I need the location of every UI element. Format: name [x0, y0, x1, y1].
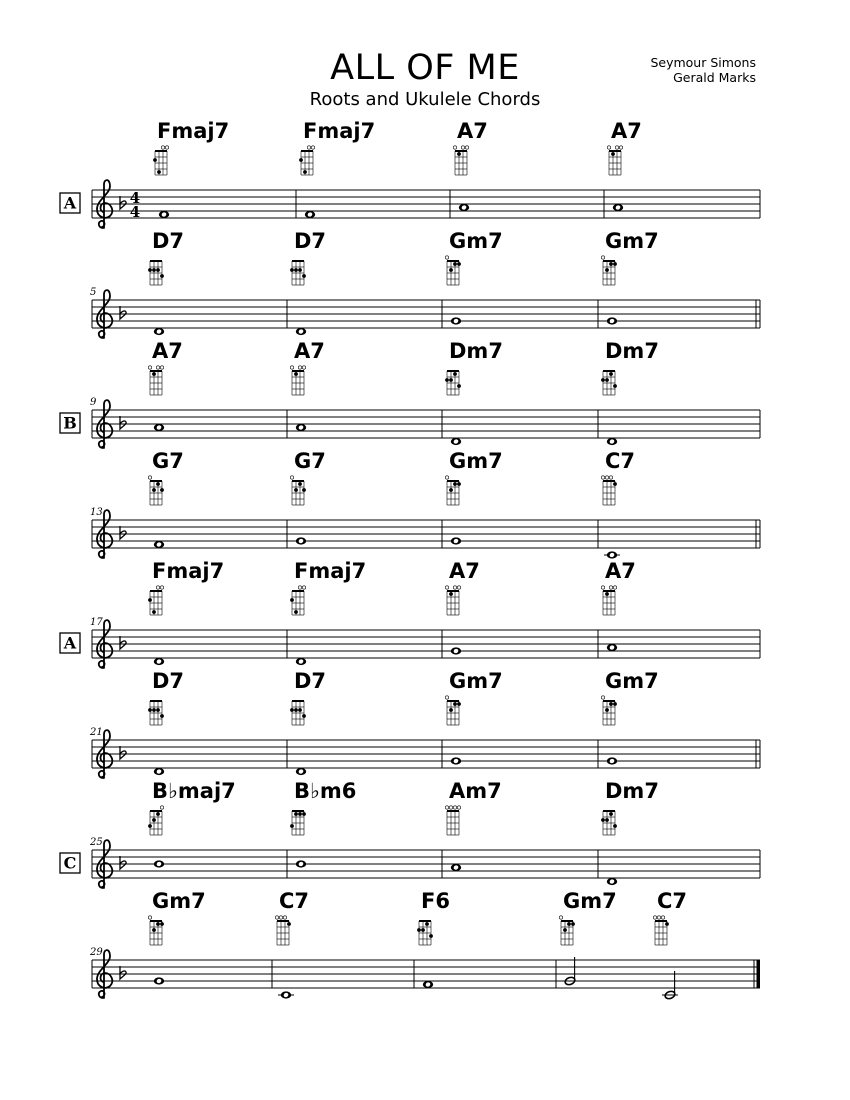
open-string-marker — [615, 146, 618, 149]
key-signature-flat-icon — [120, 306, 126, 319]
open-string-marker — [161, 146, 164, 149]
key-signature-flat-icon — [120, 526, 126, 539]
chord-symbol: Gm7 — [605, 229, 659, 253]
open-string-marker — [609, 476, 612, 479]
whole-note — [607, 317, 617, 324]
finger-dot — [613, 702, 617, 706]
ukulele-chord-diagram — [153, 146, 169, 175]
finger-dot — [298, 812, 302, 816]
ukulele-chord-diagram — [607, 146, 622, 175]
rehearsal-mark — [60, 633, 80, 653]
finger-dot — [457, 262, 461, 266]
finger-dot — [294, 610, 298, 614]
measure-number: 21 — [90, 727, 103, 738]
ukulele-chord-diagram — [148, 916, 164, 945]
finger-dot — [294, 268, 298, 272]
chord-symbol: C7 — [657, 889, 688, 913]
chord-symbol: Gm7 — [152, 889, 206, 913]
half-note — [564, 957, 576, 986]
whole-note — [451, 864, 461, 871]
chord-symbol: G7 — [294, 449, 326, 473]
key-signature-flat-icon — [120, 966, 126, 979]
open-string-marker — [457, 806, 460, 809]
whole-note — [305, 211, 315, 218]
open-string-marker — [307, 146, 310, 149]
whole-note — [154, 768, 164, 775]
finger-dot — [571, 922, 575, 926]
finger-dot — [449, 268, 453, 272]
ukulele-chord-diagram — [148, 476, 164, 505]
open-string-marker — [445, 256, 448, 259]
ukulele-chord-diagram — [290, 701, 306, 725]
open-string-marker — [445, 696, 448, 699]
finger-dot — [298, 708, 302, 712]
finger-dot — [609, 702, 613, 706]
measure-number: 17 — [90, 617, 103, 628]
finger-dot — [457, 152, 461, 156]
finger-dot — [429, 934, 433, 938]
whole-note — [451, 757, 461, 764]
final-barline — [757, 960, 761, 988]
chord-symbol: Gm7 — [563, 889, 617, 913]
open-string-marker — [298, 366, 301, 369]
whole-note — [607, 644, 617, 651]
chord-symbol: A7 — [294, 339, 325, 363]
finger-dot — [160, 714, 164, 718]
ukulele-chord-diagram — [445, 256, 461, 285]
staff-system — [60, 559, 760, 668]
ukulele-chord-diagram — [453, 146, 468, 175]
finger-dot — [613, 384, 617, 388]
whole-note — [296, 658, 306, 665]
open-string-marker — [148, 366, 151, 369]
open-string-marker — [601, 256, 604, 259]
finger-dot — [605, 378, 609, 382]
whole-note — [296, 328, 306, 335]
open-string-marker — [156, 586, 159, 589]
open-string-marker — [302, 366, 305, 369]
chord-symbol: G7 — [152, 449, 184, 473]
key-signature-flat-icon — [120, 416, 126, 429]
finger-dot — [148, 268, 152, 272]
finger-dot — [148, 824, 152, 828]
finger-dot — [457, 384, 461, 388]
rehearsal-mark-label: A — [63, 193, 77, 213]
staff-system — [90, 229, 760, 338]
ukulele-chord-diagram — [290, 586, 306, 615]
chord-symbol: Gm7 — [449, 449, 503, 473]
finger-dot — [605, 818, 609, 822]
finger-dot — [449, 488, 453, 492]
finger-dot — [290, 598, 294, 602]
open-string-marker — [613, 586, 616, 589]
finger-dot — [417, 928, 421, 932]
open-string-marker — [290, 476, 293, 479]
finger-dot — [294, 372, 298, 376]
ukulele-chord-diagram — [148, 586, 164, 615]
finger-dot — [613, 482, 617, 486]
ukulele-chord-diagram — [601, 586, 616, 615]
whole-note — [451, 647, 461, 654]
whole-note — [154, 977, 164, 984]
open-string-marker — [465, 146, 468, 149]
whole-note — [281, 991, 291, 998]
finger-dot — [611, 152, 615, 156]
open-string-marker — [290, 366, 293, 369]
treble-clef-icon — [97, 400, 112, 448]
open-string-marker — [275, 916, 278, 919]
rehearsal-mark — [60, 853, 80, 873]
finger-dot — [453, 482, 457, 486]
finger-dot — [156, 812, 160, 816]
finger-dot — [665, 922, 669, 926]
chord-symbol: D7 — [152, 229, 185, 253]
ukulele-chord-diagram — [445, 476, 461, 505]
finger-dot — [563, 928, 567, 932]
whole-note — [154, 424, 164, 431]
chord-symbol: Dm7 — [605, 339, 659, 363]
open-string-marker — [607, 146, 610, 149]
ukulele-chord-diagram — [290, 261, 306, 285]
chord-symbol: D7 — [152, 669, 185, 693]
chord-symbol: Gm7 — [449, 229, 503, 253]
finger-dot — [298, 268, 302, 272]
ukulele-chord-diagram — [290, 476, 306, 505]
rehearsal-mark — [60, 413, 80, 433]
ukulele-chord-diagram — [559, 916, 575, 945]
finger-dot — [299, 158, 303, 162]
ukulele-chord-diagram — [601, 811, 617, 835]
open-string-marker — [160, 806, 163, 809]
finger-dot — [605, 268, 609, 272]
open-string-marker — [657, 916, 660, 919]
chord-symbol: Fmaj7 — [303, 119, 376, 143]
open-string-marker — [661, 916, 664, 919]
finger-dot — [302, 812, 306, 816]
key-signature-flat-icon — [120, 196, 126, 209]
whole-note — [296, 537, 306, 544]
open-string-marker — [601, 476, 604, 479]
whole-note — [296, 424, 306, 431]
chord-symbol: C7 — [605, 449, 636, 473]
open-string-marker — [445, 586, 448, 589]
open-string-marker — [445, 806, 448, 809]
open-string-marker — [559, 916, 562, 919]
ukulele-chord-diagram — [299, 146, 315, 175]
whole-note — [459, 204, 469, 211]
finger-dot — [152, 818, 156, 822]
rehearsal-mark-label: C — [63, 853, 77, 873]
finger-dot — [453, 372, 457, 376]
finger-dot — [609, 812, 613, 816]
ukulele-chord-diagram — [601, 476, 617, 505]
chord-symbol: A7 — [611, 119, 642, 143]
ukulele-chord-diagram — [601, 696, 617, 725]
finger-dot — [425, 922, 429, 926]
finger-dot — [298, 482, 302, 486]
open-string-marker — [160, 366, 163, 369]
key-signature-flat-icon — [120, 636, 126, 649]
finger-dot — [156, 482, 160, 486]
staff-system — [60, 119, 760, 228]
open-string-marker — [653, 916, 656, 919]
whole-note — [154, 860, 164, 867]
chord-symbol: Gm7 — [605, 669, 659, 693]
ukulele-chord-diagram — [601, 256, 617, 285]
staff-system — [89, 669, 760, 778]
whole-note — [154, 658, 164, 665]
chord-symbol: Fmaj7 — [294, 559, 367, 583]
ukulele-chord-diagram — [601, 371, 617, 395]
finger-dot — [160, 488, 164, 492]
ukulele-chord-diagram — [275, 916, 291, 945]
whole-note — [296, 768, 306, 775]
open-string-marker — [601, 586, 604, 589]
whole-note — [154, 328, 164, 335]
finger-dot — [605, 592, 609, 596]
finger-dot — [421, 928, 425, 932]
whole-note — [607, 551, 617, 558]
page-subtitle: Roots and Ukulele Chords — [309, 89, 541, 110]
open-string-marker — [453, 806, 456, 809]
chord-symbol: Am7 — [449, 779, 502, 803]
open-string-marker — [461, 146, 464, 149]
ukulele-chord-diagram — [445, 371, 461, 395]
open-string-marker — [453, 146, 456, 149]
finger-dot — [290, 824, 294, 828]
open-string-marker — [619, 146, 622, 149]
chord-symbol: A7 — [449, 559, 480, 583]
finger-dot — [303, 170, 307, 174]
treble-clef-icon — [97, 180, 112, 228]
open-string-marker — [601, 696, 604, 699]
open-string-marker — [160, 586, 163, 589]
finger-dot — [453, 262, 457, 266]
finger-dot — [453, 702, 457, 706]
measure-number: 13 — [90, 507, 103, 518]
measure-number: 9 — [90, 397, 97, 408]
chord-symbol: Dm7 — [605, 779, 659, 803]
chord-symbol: A7 — [605, 559, 636, 583]
finger-dot — [152, 372, 156, 376]
whole-note — [296, 860, 306, 867]
finger-dot — [567, 922, 571, 926]
finger-dot — [457, 702, 461, 706]
whole-note — [154, 541, 164, 548]
open-string-marker — [457, 586, 460, 589]
chord-symbol: B♭m6 — [294, 779, 357, 803]
open-string-marker — [449, 806, 452, 809]
finger-dot — [152, 268, 156, 272]
finger-dot — [605, 708, 609, 712]
finger-dot — [601, 818, 605, 822]
whole-note — [607, 438, 617, 445]
finger-dot — [148, 598, 152, 602]
time-signature-top: 4 — [129, 189, 141, 207]
composer-name: Seymour Simons — [650, 55, 756, 70]
open-string-marker — [302, 586, 305, 589]
open-string-marker — [311, 146, 314, 149]
finger-dot — [613, 824, 617, 828]
open-string-marker — [283, 916, 286, 919]
whole-note — [159, 211, 169, 218]
finger-dot — [153, 158, 157, 162]
finger-dot — [294, 708, 298, 712]
finger-dot — [449, 592, 453, 596]
chord-symbol: B♭maj7 — [152, 779, 236, 803]
chord-symbol: Fmaj7 — [157, 119, 230, 143]
ukulele-chord-diagram — [148, 701, 164, 725]
chord-symbol: Dm7 — [449, 339, 503, 363]
ukulele-chord-diagram — [148, 806, 164, 835]
staff-system — [60, 779, 760, 888]
finger-dot — [287, 922, 291, 926]
open-string-marker — [156, 366, 159, 369]
whole-note — [451, 438, 461, 445]
finger-dot — [445, 378, 449, 382]
whole-note — [451, 537, 461, 544]
finger-dot — [157, 170, 161, 174]
treble-clef-icon — [97, 290, 112, 338]
time-signature-bottom: 4 — [129, 203, 141, 221]
finger-dot — [156, 708, 160, 712]
finger-dot — [152, 708, 156, 712]
finger-dot — [156, 268, 160, 272]
chord-symbol: A7 — [152, 339, 183, 363]
open-string-marker — [453, 586, 456, 589]
key-signature-flat-icon — [120, 746, 126, 759]
half-note — [664, 971, 676, 1000]
finger-dot — [449, 378, 453, 382]
finger-dot — [294, 812, 298, 816]
ukulele-chord-diagram — [148, 366, 163, 395]
staff-system — [60, 339, 760, 448]
finger-dot — [609, 372, 613, 376]
finger-dot — [294, 488, 298, 492]
staff-system — [90, 449, 760, 559]
whole-note — [423, 981, 433, 988]
finger-dot — [152, 928, 156, 932]
chord-symbol: D7 — [294, 669, 327, 693]
finger-dot — [302, 274, 306, 278]
open-string-marker — [148, 916, 151, 919]
open-string-marker — [165, 146, 168, 149]
open-string-marker — [148, 476, 151, 479]
finger-dot — [156, 922, 160, 926]
open-string-marker — [298, 586, 301, 589]
chord-symbol: C7 — [279, 889, 310, 913]
ukulele-chord-diagram — [653, 916, 669, 945]
finger-dot — [449, 708, 453, 712]
finger-dot — [302, 714, 306, 718]
whole-note — [607, 757, 617, 764]
composer-name: Gerald Marks — [673, 70, 756, 85]
finger-dot — [152, 488, 156, 492]
ukulele-chord-diagram — [417, 921, 433, 945]
finger-dot — [152, 610, 156, 614]
staff-system — [89, 889, 760, 1000]
key-signature-flat-icon — [120, 856, 126, 869]
finger-dot — [302, 488, 306, 492]
ukulele-chord-diagram — [148, 261, 164, 285]
rehearsal-mark-label: B — [63, 413, 77, 433]
finger-dot — [609, 262, 613, 266]
finger-dot — [601, 378, 605, 382]
chord-symbol: D7 — [294, 229, 327, 253]
ukulele-chord-diagram — [290, 366, 305, 395]
finger-dot — [290, 268, 294, 272]
whole-note — [613, 204, 623, 211]
rehearsal-mark — [60, 193, 80, 213]
open-string-marker — [609, 586, 612, 589]
whole-note — [451, 317, 461, 324]
measure-number: 29 — [90, 947, 103, 958]
finger-dot — [613, 262, 617, 266]
chord-symbol: Fmaj7 — [152, 559, 225, 583]
finger-dot — [160, 274, 164, 278]
finger-dot — [457, 482, 461, 486]
open-string-marker — [279, 916, 282, 919]
ukulele-chord-diagram — [445, 696, 461, 725]
rehearsal-mark-label: A — [63, 633, 77, 653]
finger-dot — [290, 708, 294, 712]
whole-note — [607, 878, 617, 885]
page-title: ALL OF ME — [330, 48, 520, 88]
chord-symbol: F6 — [421, 889, 450, 913]
measure-number: 5 — [90, 287, 97, 298]
finger-dot — [160, 922, 164, 926]
chord-symbol: A7 — [457, 119, 488, 143]
open-string-marker — [445, 476, 448, 479]
ukulele-chord-diagram — [445, 806, 460, 835]
finger-dot — [148, 708, 152, 712]
open-string-marker — [605, 476, 608, 479]
ukulele-chord-diagram — [445, 586, 460, 615]
measure-number: 25 — [90, 837, 103, 848]
ukulele-chord-diagram — [290, 811, 306, 835]
chord-symbol: Gm7 — [449, 669, 503, 693]
